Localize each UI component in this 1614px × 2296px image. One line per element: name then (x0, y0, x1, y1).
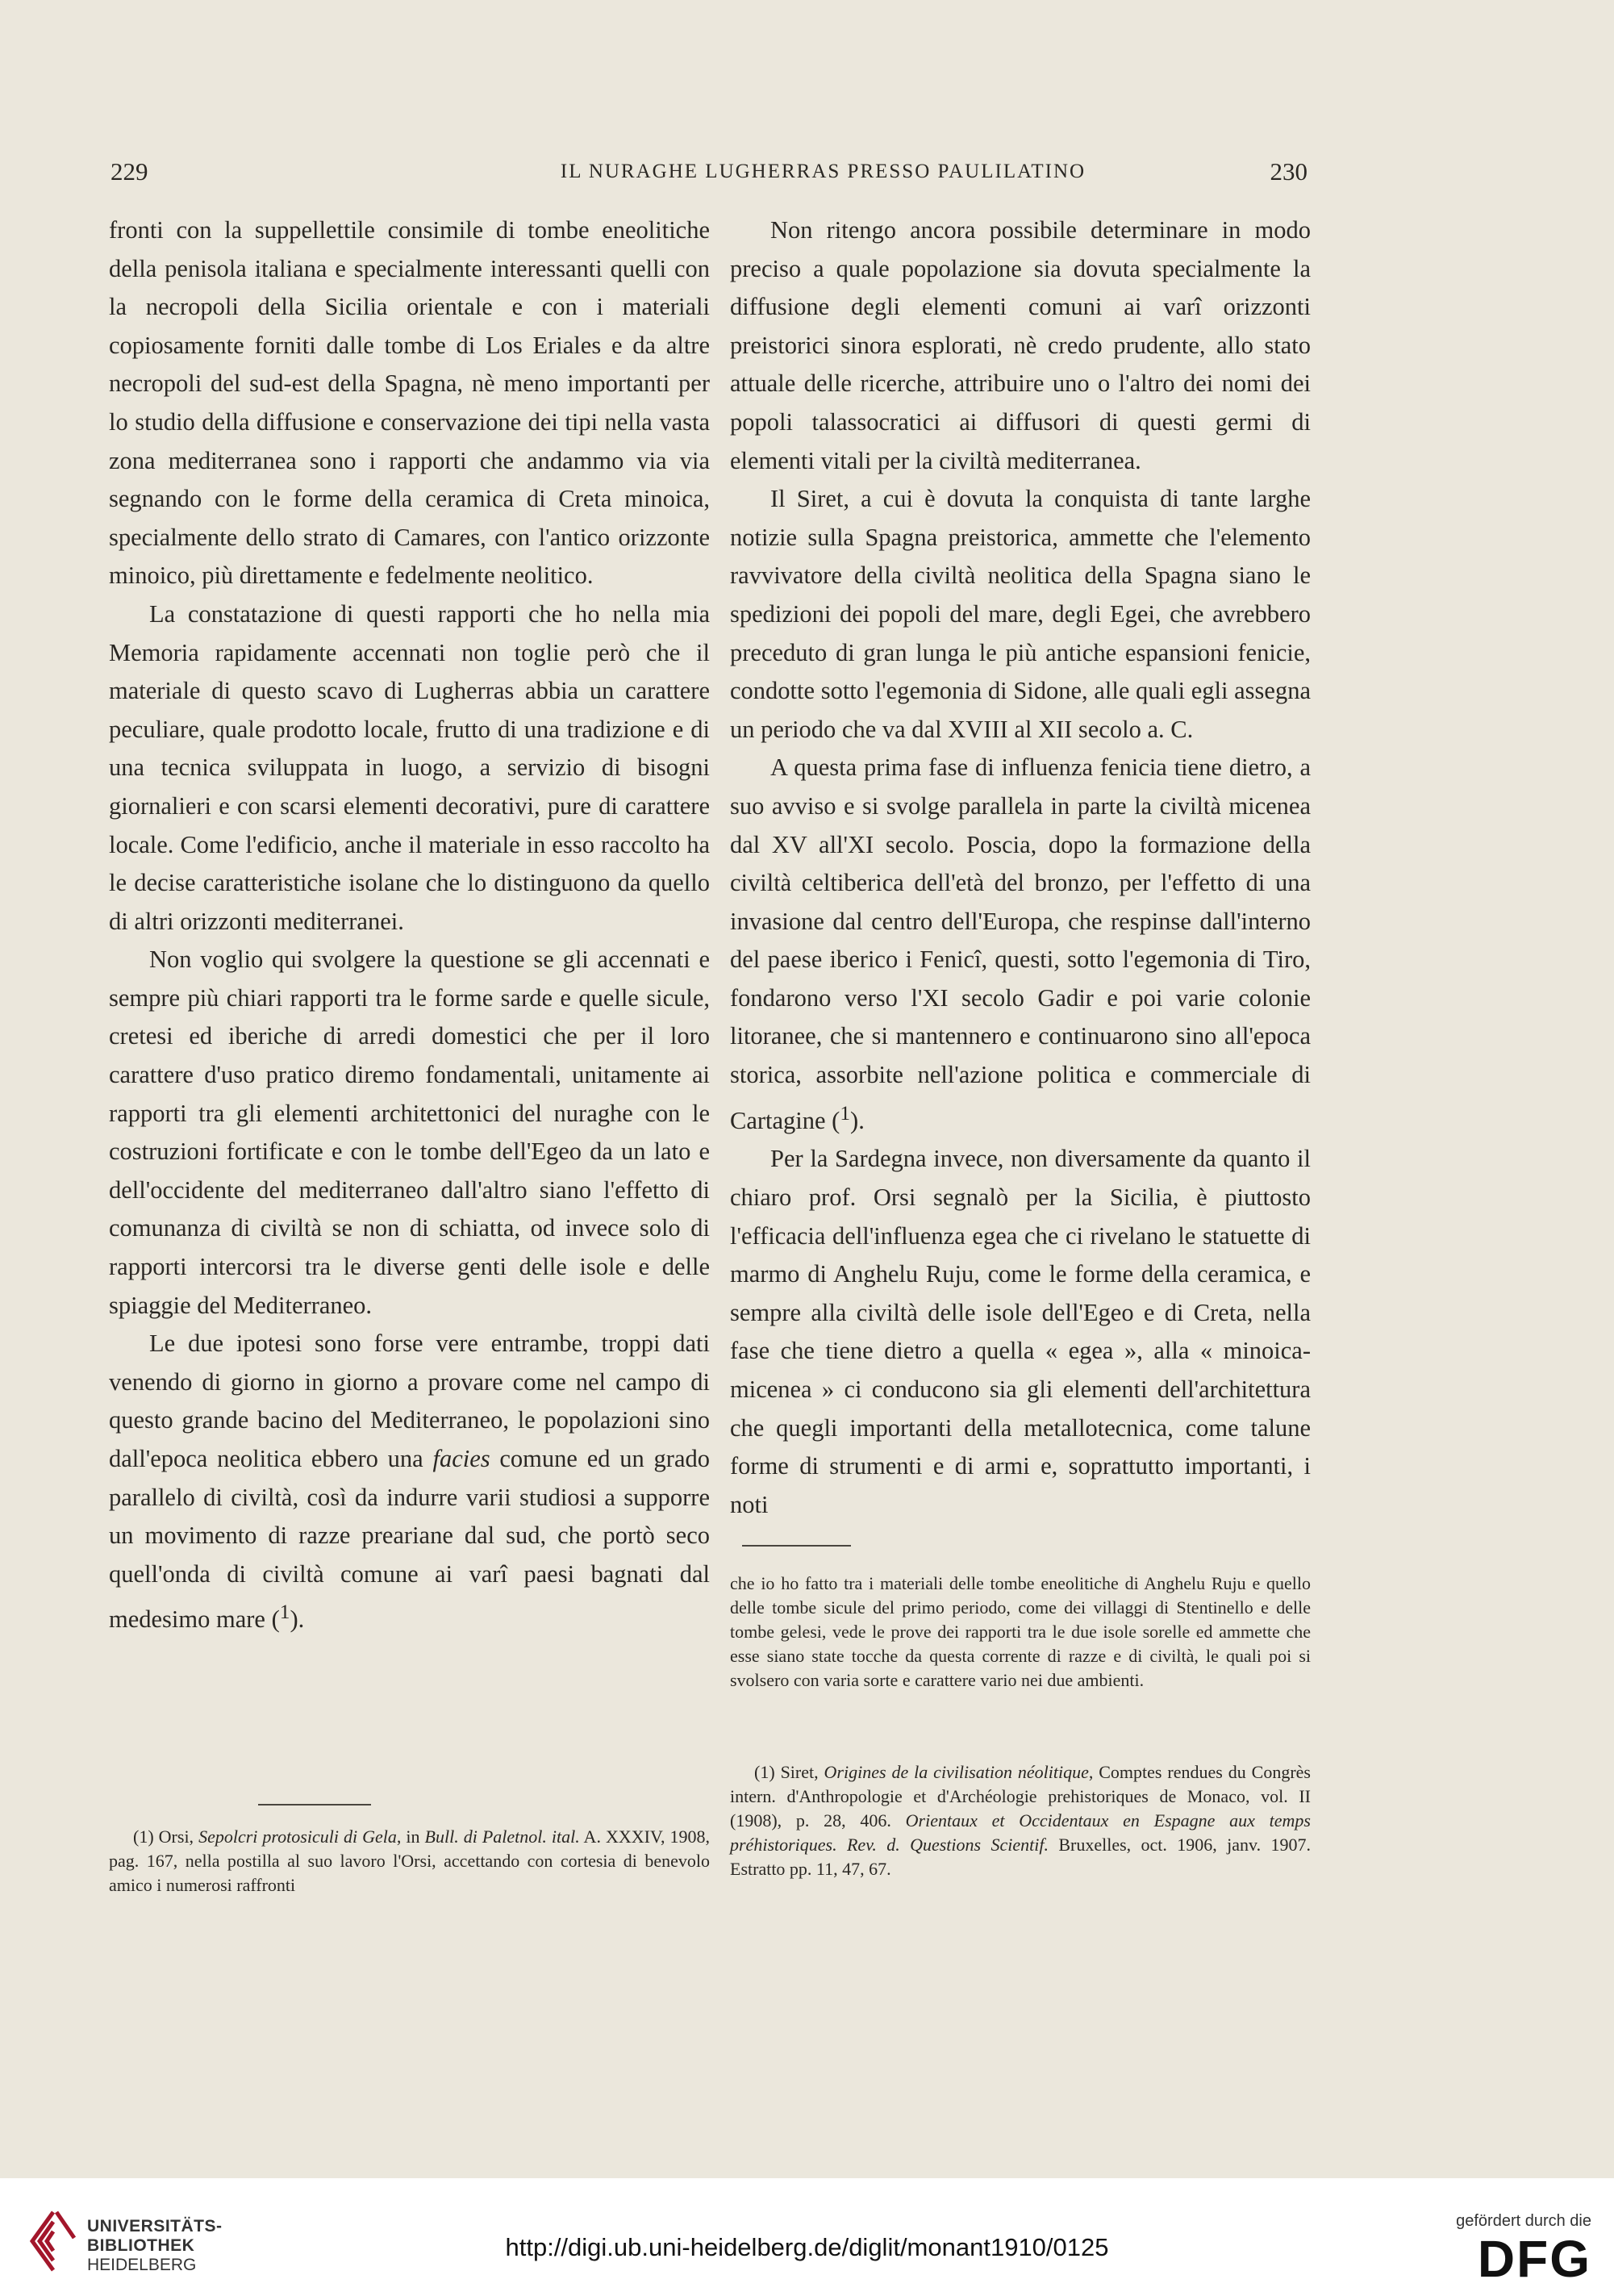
footnote-continuation: che io ho fatto tra i materiali delle tombe eneolitiche di Anghelu Ruju e quello delle tombe sicule del primo periodo, come dei villaggi di Stentinello e delle tombe gelesi, vede le prove dei rapporti tra le due isole sorelle ed ammette che esse siano state tocche da questa corrente di razze e di civiltà, le quali poi si svolsero con varia sorte e carattere vario nei due ambienti. (730, 1573, 1311, 1690)
footnote-ref[interactable]: 1 (279, 1601, 290, 1624)
library-name: UNIVERSITÄTS- BIBLIOTHEK HEIDELBERG (87, 2217, 223, 2274)
emphasis: facies (432, 1445, 490, 1472)
paragraph: La constatazione di questi rapporti che ho nella mia Memoria rapidamente accennati non toglie però che il materiale di questo scavo di Lugherras abbia un carattere peculiare, quale prodotto locale, frutto di una tradizione e di una tecnica sviluppata in luogo, a servizio di bisogni giornalieri e con scarsi elementi decorativi, pure di carattere locale. Come l'edificio, anche il materiale in esso raccolto ha le decise caratteristiche isolane che lo distinguono da quello di altri orizzonti mediterranei. (109, 599, 710, 935)
paragraph: fronti con la suppellettile consimile di tombe eneolitiche della penisola italiana e specialmente interessanti quelli con la necropoli della Sicilia orientale e con i materiali copiosamente forniti dalle tombe di Los Eriales e da altre necropoli del sud-est della Spagna, nè meno importanti per lo studio della diffusione e conservazione dei tipi nella vasta zona mediterranea sono i rapporti che andammo via via segnando con le forme della ceramica di Creta minoica, specialmente dello strato di Camares, con l'antico orizzonte minoico, più direttamente e fedelmente neolitico. (109, 216, 710, 590)
paragraph: Non voglio qui svolgere la questione se gli accennati e sempre più chiari rapporti tra le forme sarde e quelle sicule, cretesi ed iberiche di arredi domestici che per il loro carattere d'uso pratico diremo fondamentali, unitamente ai rapporti tra gli elementi architettonici del nuraghe con le costruzioni fortificate e con le tombe dell'Egeo da un lato e dell'occidente del mediterraneo dall'altro siano l'effetto di comunanza di civiltà se non di schiatta, od invece solo di rapporti intercorsi tra le diverse genti delle isole e delle spiaggie del Mediterraneo. (109, 946, 710, 1319)
running-header (0, 157, 1614, 190)
footnote: (1) Orsi, Sepolcri protosiculi di Gela, in Bull. di Paletnol. ital. A. XXXIV, 1908, pag. 167, nella postilla al suo lavoro l'Orsi, accettando con cortesia di benevolo amico i numerosi raffronti (109, 1826, 711, 1895)
running-title: IL NURAGHE LUGHERRAS PRESSO PAULILATINO (560, 161, 1086, 182)
page-number-left: 229 (111, 157, 148, 186)
footnote-rule (258, 1804, 371, 1805)
paragraph: A questa prima fase di influenza fenicia tiene dietro, a suo avviso e si svolge parallela in parte la civiltà micenea dal XV all'XI secolo. Poscia, dopo la formazione della civiltà celtiberica dell'età del bronzo, per l'effetto di una invasione dal centro dell'Europa, che respinse dall'interno del paese iberico i Feniсî, questi, sotto l'egemonia di Tiro, fondarono verso l'XI secolo Gadir e poi varie colonie litoranee, che si mantennero e continuarono sino all'epoca storica, assorbite nell'azione politica e commerciale di Cartagine ($^1$). (730, 754, 1311, 1134)
footnote: (1) Siret, Origines de la civilisation néolitique, Comptes rendues du Congrès intern. d'Anthropologie et d'Archéologie prehistoriques de Monaco, vol. II (1908), p. 28, 406. Orientaux et Occidentaux en Espagne aux temps préhistoriques. Rev. d. Questions Scientif. Bruxelles, oct. 1906, janv. 1907. Estratto pp. 11, 47, 67. (730, 1762, 1311, 1879)
right-column (730, 211, 1311, 1524)
permalink[interactable]: http://digi.ub.uni-heidelberg.de/diglit/monant1910/0125 (505, 2233, 1109, 2261)
paragraph: Per la Sardegna invece, non diversamente da quanto il chiaro prof. Orsi segnalò per la Sicilia, è piuttosto l'efficacia dell'influenza egea che ci rivelano le statuette di marmo di Anghelu Ruju, come le forme della ceramica, e sempre alla civiltà delle isole dell'Egeo e di Creta, nella fase che tiene dietro a quella « egea », alla « minoica-micenea » ci conducono sia gli elementi dell'architettura che quegli importanti della metallotecnica, come talune forme di strumenti e di armi e, soprattutto importanti, i noti (730, 1145, 1311, 1518)
funder-logo: gefördert durch die DFG (1430, 2212, 1591, 2287)
left-column (109, 211, 710, 1639)
footnote-ref[interactable]: 1 (840, 1101, 851, 1125)
paragraph: Le due ipotesi sono forse vere entrambe, troppi dati venendo di giorno in giorno a provare come nel campo di questo grande bacino del Mediterraneo, le popolazioni sino dall'epoca neolitica ebbero una facies comune ed un grado parallelo di civiltà, così da indurre varii studiosi a supporre un movimento di razze prearianе dal sud, che portò seco quell'onda di civiltà comune ai varî paesi bagnati dal medesimo mare ($^1$). (109, 1330, 710, 1634)
footnote-rule (742, 1545, 851, 1547)
dfg-logo: DFG (1477, 2230, 1591, 2288)
paragraph: Non ritengo ancora possibile determinare in modo preciso a quale popolazione sia dovuta specialmente la diffusione degli elementi comuni ai varî orizzonti preistorici sinora esplorati, nè credo prudente, allo stato attuale delle ricerche, attribuire uno o l'altro dei nomi dei popoli talassocratici ai diffusori di questi germi di elementi vitali per la civiltà mediterranea. (730, 216, 1311, 474)
paragraph: Il Siret, a cui è dovuta la conquista di tante larghe notizie sulla Spagna preistorica, ammette che l'elemento ravvivatore della civiltà neolitica della Spagna siano le spedizioni dei popoli del mare, degli Egei, che avrebbero preceduto di gran lunga le più antiche espansioni fenicie, condotte sotto l'egemonia di Sidone, alle quali egli assegna un periodo che va dal XVIII al XII secolo a. C. (730, 485, 1311, 743)
page-number-right: 230 (1270, 157, 1307, 186)
